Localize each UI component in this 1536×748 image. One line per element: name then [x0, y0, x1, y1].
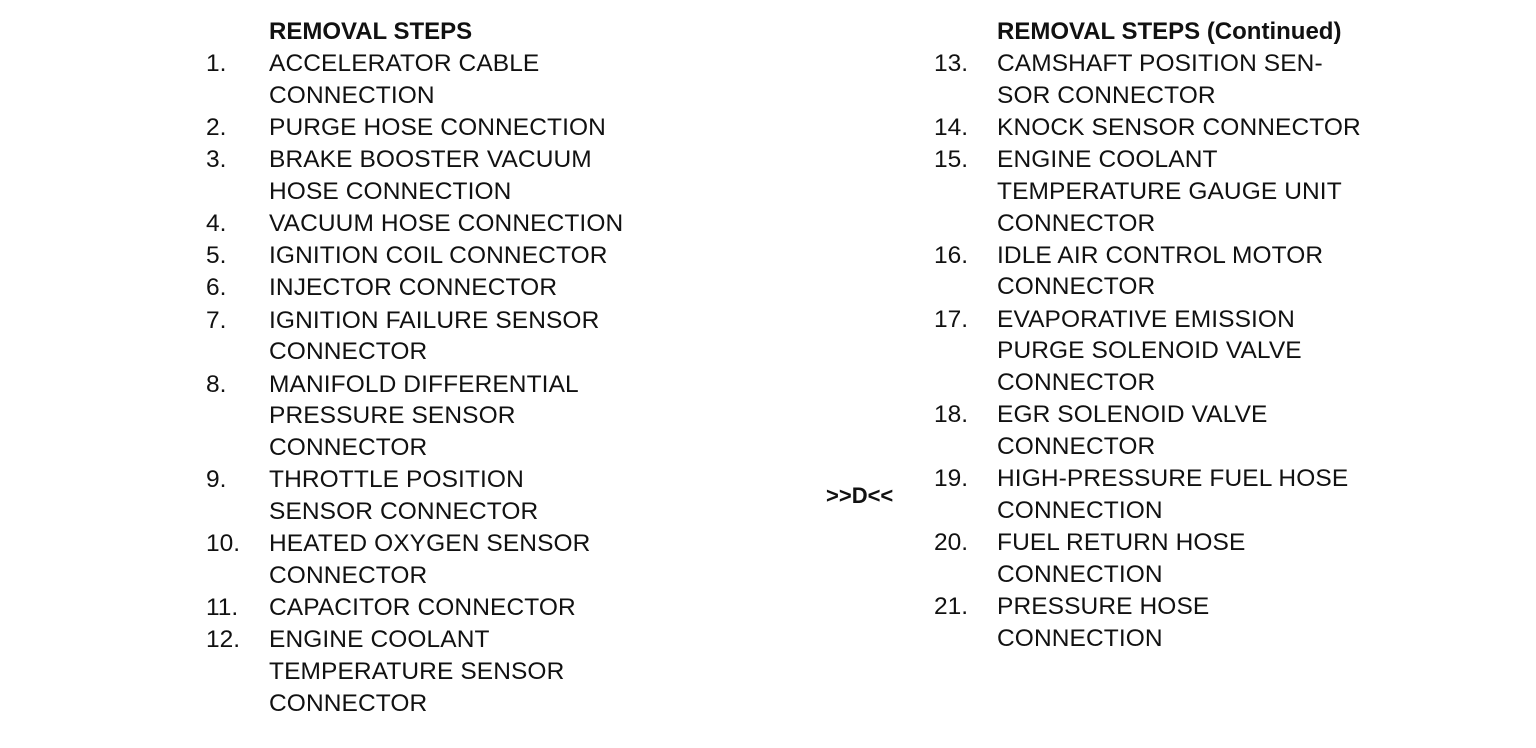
step-item — [206, 208, 726, 240]
step-item — [206, 528, 726, 591]
step-item — [934, 48, 1494, 111]
step-number: 17. — [934, 305, 969, 333]
step-number: 1. — [206, 50, 227, 77]
step-item — [206, 592, 726, 624]
step-number: 19. — [934, 465, 969, 493]
step-number: 3. — [206, 146, 227, 174]
step-number: 9. — [206, 466, 227, 494]
step-number: 10. — [206, 530, 241, 558]
step-item — [206, 369, 726, 464]
step-item — [934, 399, 1494, 462]
step-text: ENGINE COOLANT TEMPERATURE GAUGE UNIT CONNECTOR — [997, 146, 1342, 237]
step-number: 4. — [206, 210, 227, 238]
step-item — [206, 305, 726, 368]
step-number: 7. — [206, 306, 227, 334]
step-text: INJECTOR CONNECTOR — [269, 274, 558, 302]
step-item — [206, 48, 726, 111]
step-number: 6. — [206, 274, 227, 302]
step-item — [206, 240, 726, 272]
section-heading-continued: REMOVAL STEPS (Continued) — [997, 18, 1342, 45]
step-text: THROTTLE POSITION SENSOR CONNECTOR — [269, 466, 539, 525]
step-text: IGNITION FAILURE SENSOR CONNECTOR — [269, 306, 600, 366]
step-number: 8. — [206, 370, 227, 398]
steps-list — [934, 48, 1494, 654]
step-number: 11. — [206, 593, 239, 621]
step-text: EGR SOLENOID VALVE CONNECTOR — [997, 401, 1268, 460]
step-text: CAMSHAFT POSITION SEN- SOR CONNECTOR — [997, 50, 1323, 109]
step-text: FUEL RETURN HOSE CONNECTION — [997, 529, 1246, 588]
step-number: 15. — [934, 146, 969, 174]
step-item — [206, 464, 726, 527]
step-item — [934, 112, 1494, 144]
step-number: 16. — [934, 241, 969, 269]
step-item — [934, 240, 1494, 303]
step-number: 13. — [934, 50, 969, 77]
step-item — [206, 144, 726, 207]
step-text: MANIFOLD DIFFERENTIAL PRESSURE SENSOR CONNECTOR — [269, 370, 579, 461]
step-item — [934, 527, 1494, 590]
step-item — [934, 591, 1494, 654]
step-number: 21. — [934, 592, 969, 620]
step-number: 12. — [206, 626, 241, 654]
step-text: BRAKE BOOSTER VACUUM HOSE CONNECTION — [269, 146, 592, 205]
step-item — [934, 144, 1494, 239]
step-item — [206, 272, 726, 304]
step-text: PRESSURE HOSE CONNECTION — [997, 592, 1210, 652]
step-item — [934, 304, 1494, 399]
step-text: ENGINE COOLANT TEMPERATURE SENSOR CONNECTOR — [269, 626, 565, 717]
removal-steps-column-left — [206, 16, 726, 719]
step-number: 20. — [934, 529, 969, 557]
step-number: 2. — [206, 113, 227, 141]
step-text: HEATED OXYGEN SENSOR CONNECTOR — [269, 530, 591, 589]
step-text: PURGE HOSE CONNECTION — [269, 113, 606, 141]
step-text: IDLE AIR CONTROL MOTOR CONNECTOR — [997, 241, 1324, 301]
steps-list — [206, 48, 726, 719]
step-text: CAPACITOR CONNECTOR — [269, 593, 576, 621]
step-text: HIGH-PRESSURE FUEL HOSE CONNECTION — [997, 465, 1349, 524]
step-item — [934, 463, 1494, 526]
step-number: 18. — [934, 401, 969, 429]
step-text: IGNITION COIL CONNECTOR — [269, 242, 608, 270]
step-item — [206, 112, 726, 144]
step-item — [206, 624, 726, 719]
section-heading: REMOVAL STEPS — [269, 18, 473, 45]
step-number: 5. — [206, 242, 227, 270]
step-text: VACUUM HOSE CONNECTION — [269, 210, 624, 238]
step-text: KNOCK SENSOR CONNECTOR — [997, 113, 1361, 141]
step-text: ACCELERATOR CABLE CONNECTION — [269, 50, 540, 109]
step-text: EVAPORATIVE EMISSION PURGE SOLENOID VALVE CONNECTOR — [997, 305, 1302, 397]
step-number: 14. — [934, 113, 969, 141]
procedure-marker: >>D<< — [826, 483, 894, 508]
removal-steps-column-right — [934, 16, 1494, 654]
